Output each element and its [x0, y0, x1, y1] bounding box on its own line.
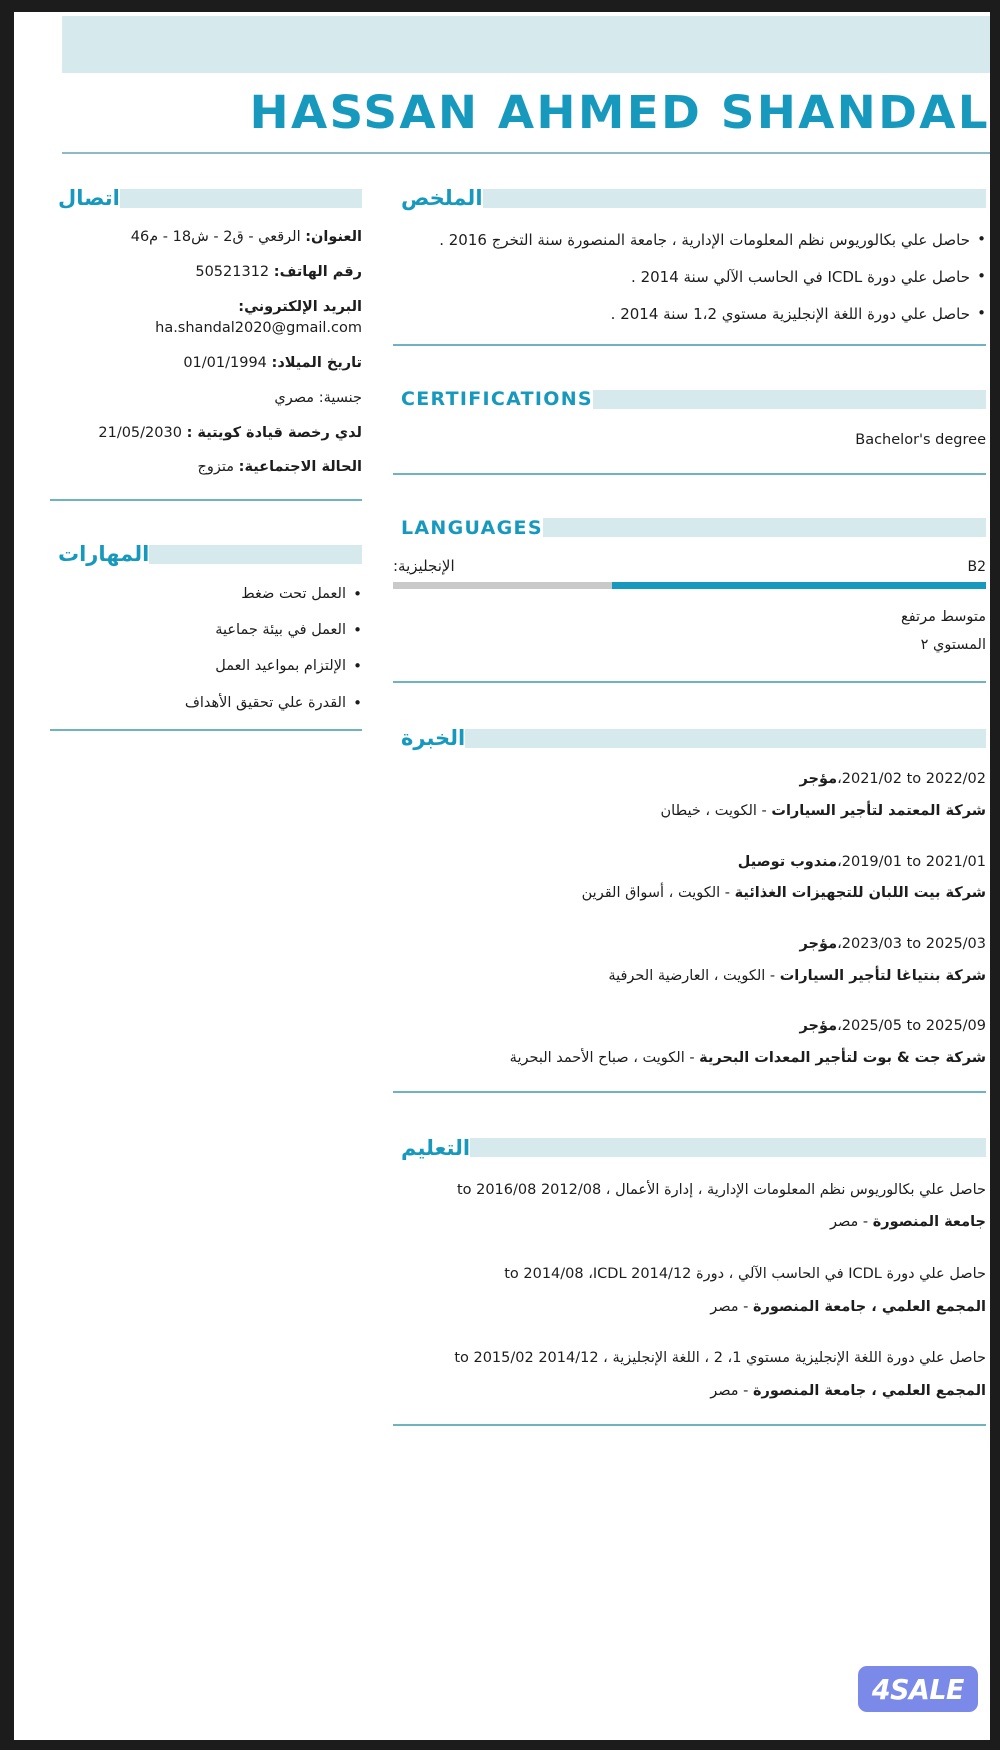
- summary-list: [393, 227, 986, 328]
- contact-email-value[interactable]: ha.shandal2020@gmail.com: [155, 320, 362, 337]
- contact-phone-value[interactable]: 50521312: [195, 263, 270, 280]
- contact-marital-value: متزوج: [197, 459, 235, 476]
- experience-job-title: مؤجر: [799, 1018, 838, 1035]
- list-item: • العمل في بيئة جماعية: [50, 619, 362, 642]
- language-progress-fill: [612, 582, 986, 589]
- contact-marital-label: الحالة الاجتماعية:: [238, 459, 362, 476]
- experience-entry-org-row: [393, 881, 986, 906]
- contact-license-row: [50, 423, 362, 445]
- education-location: - مصر: [829, 1214, 869, 1231]
- skills-heading-label: المهارات: [58, 542, 150, 566]
- summary-heading-label: الملخص: [401, 186, 483, 210]
- certifications-heading-label: CERTIFICATIONS: [401, 388, 593, 411]
- contact-license-value: 21/05/2030: [98, 424, 182, 441]
- heading-bar: [470, 1138, 986, 1157]
- certifications-section-divider: [393, 473, 986, 475]
- education-institution: جامعة المنصورة: [872, 1214, 986, 1231]
- left-border: [0, 0, 14, 1750]
- contact-email-label: البريد الإلكتروني:: [238, 298, 362, 315]
- education-entry-org-row: [393, 1295, 986, 1320]
- education-entry: [393, 1345, 986, 1403]
- contact-section-heading: [50, 185, 362, 211]
- heading-bar: [120, 189, 362, 208]
- contact-heading-label: اتصال: [58, 186, 120, 210]
- experience-entry-org-row: [393, 799, 986, 824]
- experience-job-title: مندوب توصيل: [737, 853, 838, 870]
- skills-section-divider: [50, 729, 362, 731]
- experience-entry-header: 2021/02 to 2022/02،مؤجر: [393, 767, 986, 792]
- right-border: [990, 0, 1000, 1750]
- certifications-section-heading: [393, 386, 986, 412]
- experience-company: شركة المعتمد لتأجير السيارات: [771, 803, 986, 820]
- list-item: • العمل تحت ضغط: [50, 583, 362, 606]
- heading-bar: [465, 729, 986, 748]
- experience-job-title: مؤجر: [799, 935, 838, 952]
- experience-entry-header: 2023/03 to 2025/03،مؤجر: [393, 932, 986, 957]
- language-level: B2: [967, 558, 986, 575]
- summary-section-divider: [393, 344, 986, 346]
- contact-address-label: العنوان:: [305, 229, 362, 245]
- education-section-heading: [393, 1135, 986, 1161]
- heading-bar: [593, 390, 986, 409]
- list-item: • الإلتزام بمواعيد العمل: [50, 655, 362, 678]
- experience-entry-header: 2025/05 to 2025/09،مؤجر: [393, 1014, 986, 1039]
- experience-entry-org-row: [393, 964, 986, 989]
- education-institution: المجمع العلمي ، جامعة المنصورة: [752, 1298, 986, 1315]
- experience-job-title: مؤجر: [799, 771, 838, 788]
- education-location: - مصر: [710, 1298, 749, 1315]
- left-column: [50, 185, 362, 731]
- experience-entry: [393, 767, 986, 823]
- list-item: • القدرة علي تحقيق الأهداف: [50, 692, 362, 715]
- experience-entry-header: 2019/01 to 2021/01،مندوب توصيل: [393, 850, 986, 875]
- experience-entry-org-row: [393, 1046, 986, 1071]
- contact-nationality-value: مصري: [274, 389, 315, 406]
- heading-bar: [543, 518, 986, 537]
- list-item: • حاصل علي بكالوريوس نظم المعلومات الإدارية ، جامعة المنصورة سنة التخرج 2016 .: [393, 227, 986, 255]
- 4sale-logo-text: 4SALE: [872, 1672, 964, 1706]
- experience-location: - الكويت ، صباح الأحمد البحرية: [509, 1049, 695, 1066]
- education-entry-org-row: [393, 1379, 986, 1404]
- page-title: HASSAN AHMED SHANDAL: [249, 85, 990, 139]
- contact-marital-row: [50, 457, 362, 479]
- summary-section-heading: [393, 185, 986, 211]
- bottom-border: [0, 1740, 1000, 1750]
- experience-dates: 2023/03 to 2025/03: [841, 935, 986, 952]
- experience-entry: [393, 932, 986, 988]
- right-column: [393, 185, 986, 1426]
- language-note: المستوي ٢: [920, 637, 986, 654]
- experience-entry: [393, 1014, 986, 1070]
- contact-nationality-label: جنسية:: [318, 389, 362, 406]
- experience-location: - الكويت ، العارضية الحرفية: [608, 967, 776, 984]
- header-name-wrap: [62, 73, 990, 151]
- contact-section-divider: [50, 499, 362, 501]
- languages-section-heading: [393, 515, 986, 541]
- languages-section-divider: [393, 681, 986, 683]
- contact-email-row: [50, 297, 362, 341]
- certification-item: Bachelor's degree: [855, 432, 986, 449]
- experience-section-divider: [393, 1091, 986, 1093]
- languages-heading-label: LANGUAGES: [401, 516, 543, 539]
- experience-dates: 2021/02 to 2022/02: [841, 771, 986, 788]
- education-description: حاصل علي بكالوريوس نظم المعلومات الإدارية ، إدارة الأعمال ، 2012/08 to 2016/08: [456, 1181, 986, 1198]
- header-divider: [62, 152, 990, 154]
- contact-address-row: [50, 227, 362, 249]
- language-row: [393, 557, 986, 575]
- experience-location: - الكويت ، خيطان: [660, 803, 767, 820]
- education-entry: [393, 1261, 986, 1319]
- list-item: • حاصل علي دورة اللغة الإنجليزية مستوي 1،2 سنة 2014 .: [393, 301, 986, 329]
- education-institution: المجمع العلمي ، جامعة المنصورة: [752, 1383, 986, 1400]
- contact-birthdate-value: 01/01/1994: [183, 355, 267, 371]
- language-progress-bar: [393, 582, 986, 589]
- contact-phone-label: رقم الهاتف:: [273, 263, 362, 280]
- education-section-divider: [393, 1424, 986, 1426]
- contact-phone-row: [50, 262, 362, 284]
- skills-list: [50, 583, 362, 715]
- contact-nationality-row: [50, 388, 362, 410]
- contact-license-label: لدي رخصة قيادة كويتية :: [186, 424, 362, 441]
- experience-entry: [393, 850, 986, 906]
- skills-section-heading: [50, 541, 362, 567]
- education-description: حاصل علي دورة ICDL في الحاسب الآلي ، دورة 2014/12 to 2014/08 ،ICDL: [504, 1266, 986, 1282]
- top-border: [0, 0, 1000, 12]
- language-name: الإنجليزية:: [393, 556, 455, 575]
- heading-bar: [483, 189, 986, 208]
- contact-address-value: الرقعي - ق2 - ش18 - م46: [130, 229, 301, 245]
- education-description: حاصل علي دورة اللغة الإنجليزية مستوي 1، 2 ، اللغة الإنجليزية ، 2014/12 to 2015/02: [454, 1350, 986, 1367]
- list-item: • حاصل علي دورة ICDL في الحاسب الآلي سنة 2014 .: [393, 264, 986, 292]
- 4sale-logo: [858, 1666, 978, 1712]
- language-note: متوسط مرتفع: [900, 608, 986, 625]
- education-entry: [393, 1177, 986, 1235]
- contact-birthdate-row: [50, 353, 362, 375]
- education-entry-org-row: [393, 1210, 986, 1235]
- experience-company: شركة بيت اللبان للتجهيزات الغذائية: [734, 885, 986, 902]
- experience-company: شركة بنتياغا لتأجير السيارات: [779, 967, 986, 984]
- experience-heading-label: الخبرة: [401, 726, 466, 751]
- experience-company: شركة جت & بوت لتأجير المعدات البحرية: [699, 1049, 986, 1066]
- experience-dates: 2019/01 to 2021/01: [841, 853, 986, 870]
- experience-section-heading: [393, 725, 986, 751]
- education-heading-label: التعليم: [401, 1135, 471, 1160]
- experience-dates: 2025/05 to 2025/09: [841, 1018, 986, 1035]
- header-band: [62, 16, 990, 73]
- education-location: - مصر: [710, 1383, 749, 1400]
- heading-bar: [149, 545, 362, 564]
- experience-location: - الكويت ، أسواق القرين: [581, 885, 731, 902]
- contact-birthdate-label: تاريخ الميلاد:: [271, 355, 362, 371]
